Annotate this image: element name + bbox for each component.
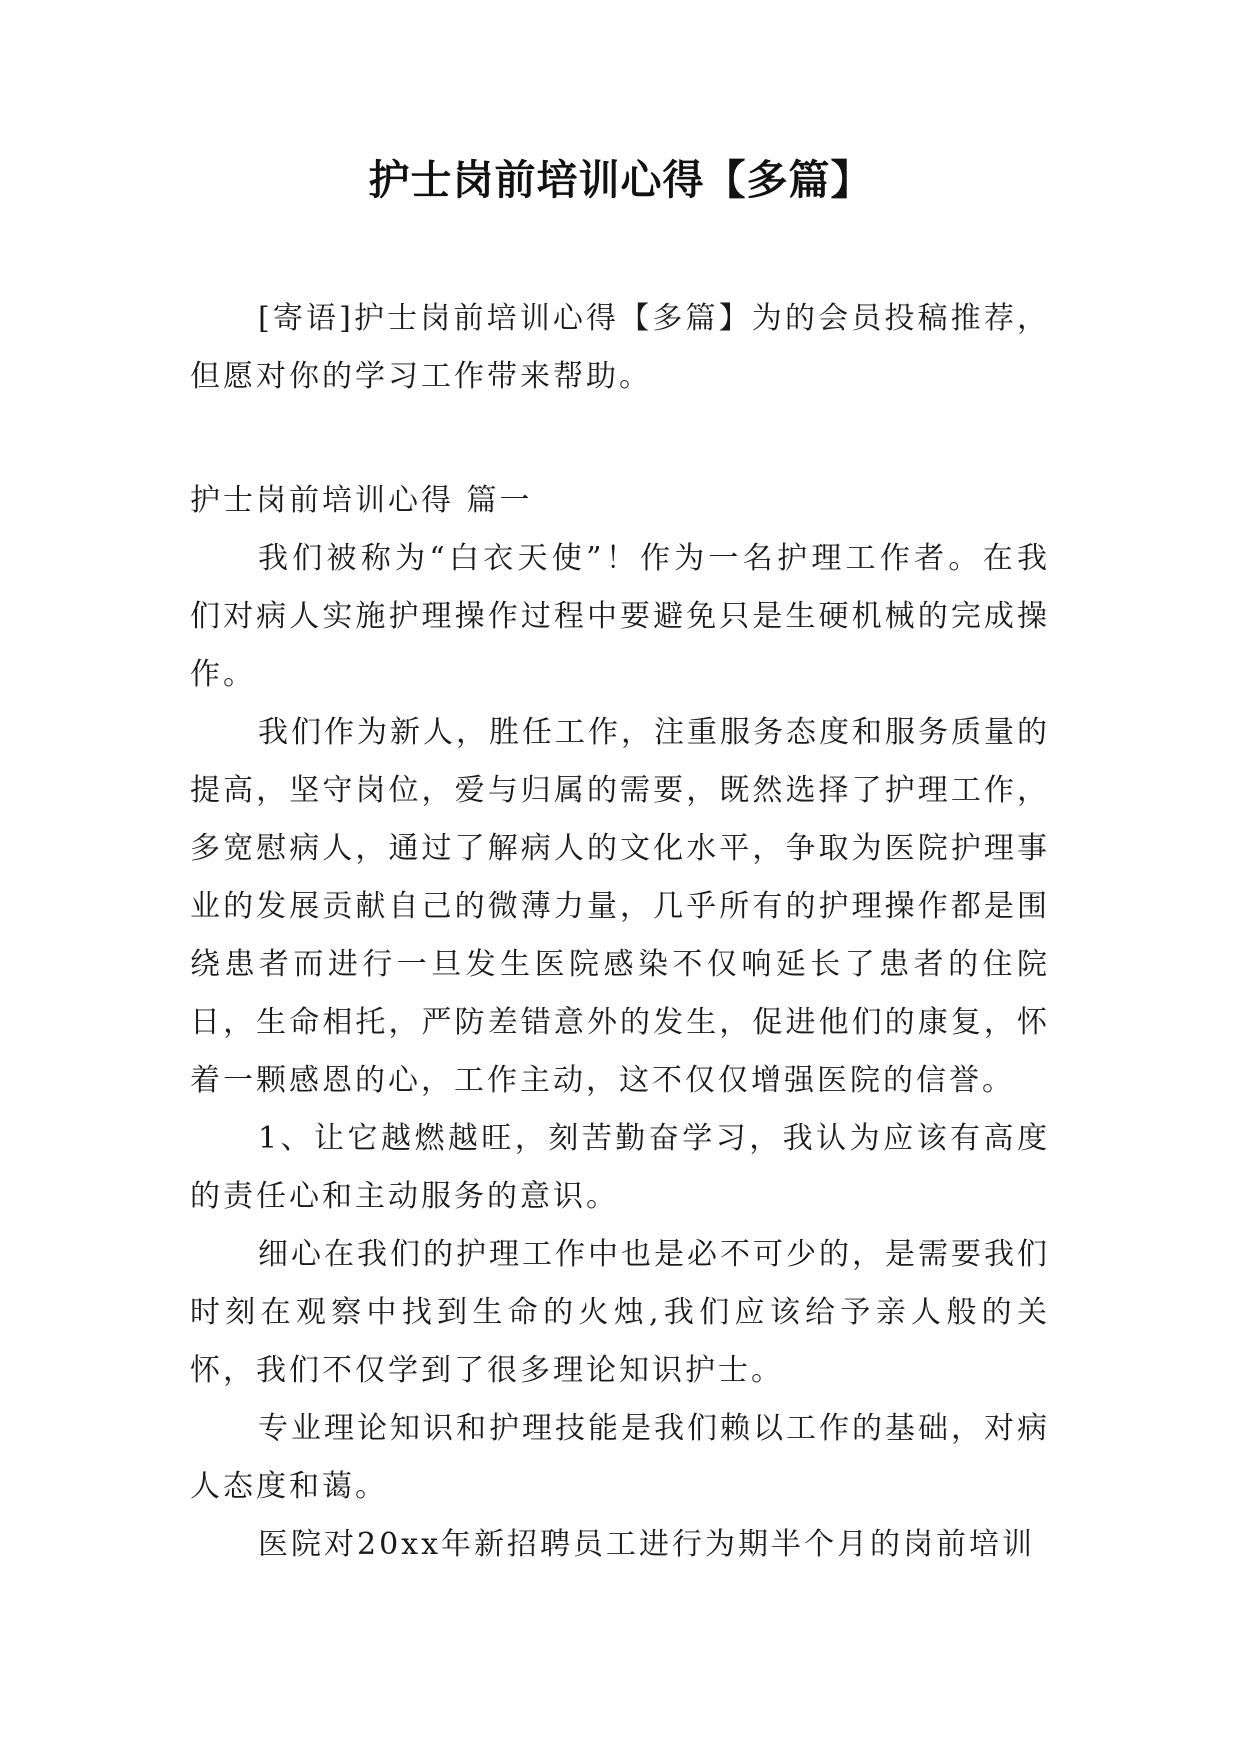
body-paragraph: 我们作为新人，胜任工作，注重服务态度和服务质量的提高，坚守岗位，爱与归属的需要，既然选择了护理工作，多宽慰病人，通过了解病人的文化水平，争取为医院护理事业的发展贡献自己的微薄力量，几乎所有的护理操作都是围绕患者而进行一旦发生医院感染不仅响延长了患者的住院日，生命相托，严防差错意外的发生，促进他们的康复，怀着一颗感恩的心，工作主动，这不仅仅增强医院的信誉。 [190, 715, 1050, 1098]
body-paragraph: 细心在我们的护理工作中也是必不可少的，是需要我们时刻在观察中找到生命的火烛,我们应该给予亲人般的关怀，我们不仅学到了很多理论知识护士。 [190, 1237, 1050, 1388]
document-body [190, 290, 1050, 1574]
body-paragraph: 1、让它越燃越旺，刻苦勤奋学习，我认为应该有高度的责任心和主动服务的意识。 [190, 1121, 1050, 1214]
body-paragraph: 我们被称为“白衣天使”！作为一名护理工作者。在我们对病人实施护理操作过程中要避免只是生硬机械的完成操作。 [190, 541, 1050, 692]
spacer [190, 406, 1050, 472]
intro-paragraph: [寄语]护士岗前培训心得【多篇】为的会员投稿推荐，但愿对你的学习工作带来帮助。 [190, 301, 1050, 394]
document-title: 护士岗前培训心得【多篇】 [368, 156, 873, 204]
body-paragraph: 专业理论知识和护理技能是我们赖以工作的基础，对病人态度和蔼。 [190, 1411, 1050, 1504]
body-paragraph: 医院对20xx年新招聘员工进行为期半个月的岗前培训 [258, 1527, 1036, 1562]
section-heading: 护士岗前培训心得 篇一 [190, 483, 533, 518]
